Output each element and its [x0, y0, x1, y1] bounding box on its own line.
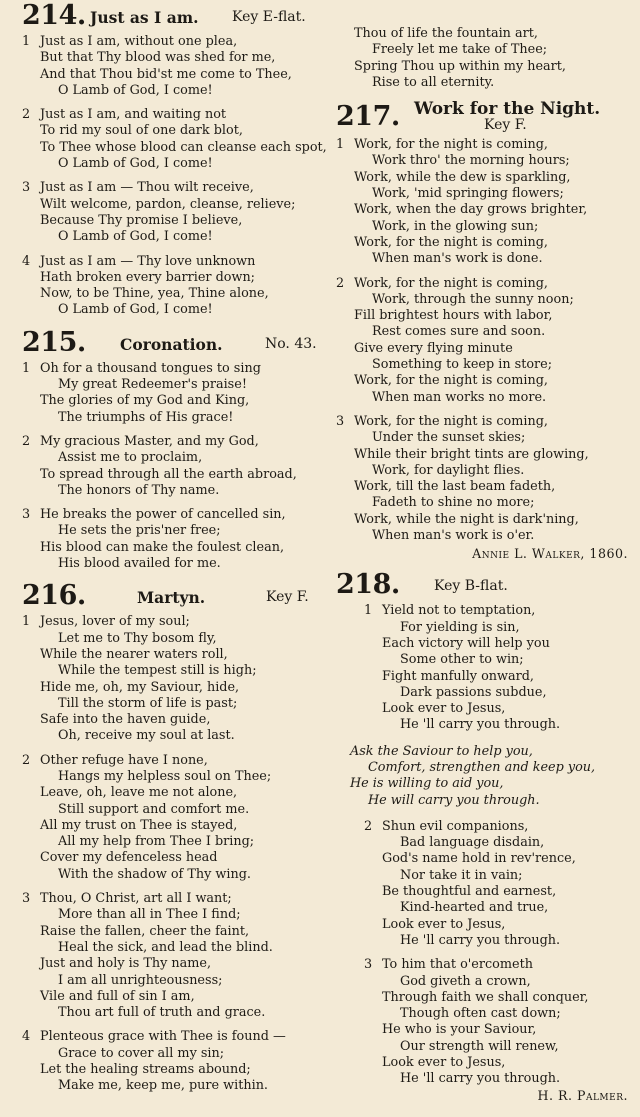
stanza: [22, 1029, 322, 1094]
hymn-header: [22, 580, 322, 614]
verse-line: O Lamb of God, I come!: [58, 82, 213, 98]
verse-line: Still support and comfort me.: [58, 801, 250, 817]
verse-line: The honors of Thy name.: [58, 482, 220, 498]
verse-line: Work, for the night is coming,: [354, 275, 548, 291]
verse-line: Just as I am, and waiting not: [40, 107, 227, 123]
chorus-line: He is willing to aid you,: [350, 776, 504, 792]
verse-line: Work, when the day grows brighter,: [354, 202, 588, 218]
verse-line: Just and holy is Thy name,: [40, 956, 212, 972]
stanza: [22, 753, 322, 883]
hymn-number: 214.: [22, 0, 86, 31]
verse-line: Though often cast down;: [400, 1006, 561, 1022]
stanza-number: 4: [22, 1029, 31, 1045]
verse-line: To Thee whose blood can cleanse each spot,: [40, 139, 327, 155]
verse-line: Jesus, lover of my soul;: [40, 614, 190, 630]
verse-line: Oh for a thousand tongues to sing: [40, 360, 261, 376]
verse-line: Other refuge have I none,: [40, 752, 208, 768]
chorus-line: Ask the Saviour to help you,: [350, 743, 533, 759]
verse-line: Work, for the night is coming,: [354, 137, 548, 153]
verse-line: Some other to win;: [400, 652, 524, 668]
verse-line: Work, till the last beam fadeth,: [354, 479, 556, 495]
verse-line: Just as I am — Thy love unknown: [40, 253, 256, 269]
verse-line: More than all in Thee I find;: [58, 907, 241, 923]
hymn-author: H. R. Palmer.: [537, 1087, 628, 1103]
verse-line: My gracious Master, and my God,: [40, 433, 259, 449]
verse-line: With the shadow of Thy wing.: [58, 866, 251, 882]
verse-line: He 'll carry you through.: [400, 717, 561, 733]
verse-line: Grace to cover all my sin;: [58, 1045, 225, 1061]
hymn-key: Key F.: [484, 117, 527, 134]
verse-line: Fadeth to shine no more;: [372, 495, 535, 511]
verse-line: Rise to all eternity.: [372, 74, 495, 90]
hymn-header: [336, 569, 628, 603]
stanza: [22, 891, 322, 1021]
verse-line: Vile and full of sin I am,: [40, 988, 195, 1004]
hymn-header: [22, 0, 322, 34]
hymn-number: 218.: [336, 569, 400, 601]
stanza: [336, 137, 628, 267]
hymn-title: Just as I am.: [90, 8, 199, 27]
hymn-title: Martyn.: [137, 588, 206, 608]
stanza-number: 3: [22, 180, 31, 196]
stanza-number: 2: [22, 433, 31, 449]
stanza: [22, 507, 322, 572]
chorus: [336, 744, 628, 809]
verse-line: The glories of my God and King,: [40, 393, 250, 409]
hymn-214: [22, 0, 327, 319]
verse-line: Spring Thou up within my heart,: [354, 58, 566, 74]
verse-line: Raise the fallen, cheer the faint,: [40, 923, 250, 939]
verse-line: Cover my defenceless head: [40, 850, 218, 866]
verse-line: I am all unrighteousness;: [58, 972, 223, 988]
hymn-215: [22, 327, 322, 573]
verse-line: Dark passions subdue,: [400, 684, 547, 700]
hymn-217: [336, 101, 628, 561]
verse-line: Work, while the night is dark'ning,: [354, 511, 579, 527]
stanza: [336, 819, 628, 949]
verse-line: Because Thy promise I believe,: [40, 212, 243, 228]
verse-line: Shun evil companions,: [382, 818, 529, 834]
verse-line: But that Thy blood was shed for me,: [40, 50, 276, 66]
verse-line: Wilt welcome, pardon, cleanse, relieve;: [40, 196, 296, 212]
verse-line: Hide me, oh, my Saviour, hide,: [40, 679, 240, 695]
verse-line: Let me to Thy bosom fly,: [58, 630, 217, 646]
verse-line: Just as I am, without one plea,: [40, 34, 238, 49]
verse-line: Something to keep in store;: [372, 357, 553, 373]
verse-line: Work, for the night is coming,: [354, 413, 548, 429]
stanza-number: 4: [22, 253, 31, 269]
verse-line: Under the sunset skies;: [372, 430, 526, 446]
hymn-header: [22, 327, 322, 361]
hymn-key: Key F.: [266, 589, 309, 606]
verse-line: Make me, keep me, pure within.: [58, 1078, 268, 1094]
verse-line: Be thoughtful and earnest,: [382, 884, 557, 900]
verse-line: While their bright tints are glowing,: [354, 446, 589, 462]
verse-line: Fight manfully onward,: [382, 668, 534, 684]
stanza: [22, 34, 322, 99]
verse-line: Work, for the night is coming,: [354, 234, 548, 250]
stanza: [336, 603, 628, 733]
stanza-number: 1: [364, 603, 373, 619]
hymn-number: 217.: [336, 101, 400, 133]
verse-line: Work, for the night is coming,: [354, 373, 548, 389]
verse-line: Plenteous grace with Thee is found —: [40, 1029, 286, 1045]
verse-line: For yielding is sin,: [400, 619, 520, 635]
verse-line: Bad language disdain,: [400, 835, 545, 851]
verse-line: Work, through the sunny noon;: [372, 291, 574, 307]
verse-line: While the nearer waters roll,: [40, 646, 228, 662]
verse-line: He sets the pris'ner free;: [58, 523, 221, 539]
stanza-number: 2: [22, 107, 31, 123]
stanza: [22, 614, 322, 744]
verse-line: When man's work is done.: [372, 251, 543, 267]
verse-line: Work, for daylight flies.: [372, 462, 525, 478]
hymn-number: 215.: [22, 326, 86, 358]
verse-line: God's name hold in rev'rence,: [382, 851, 576, 867]
left-column: [22, 0, 327, 1103]
chorus-line: He will carry you through.: [368, 792, 540, 808]
stanza: [22, 361, 322, 426]
verse-line: He breaks the power of cancelled sin,: [40, 507, 286, 523]
verse-line: Kind-hearted and true,: [400, 900, 549, 916]
hymn-title: Work for the Night.: [414, 99, 601, 120]
stanza-number: 1: [336, 137, 345, 153]
verse-line: Fill brightest hours with labor,: [354, 308, 553, 324]
stanza: [22, 434, 322, 499]
verse-line: Our strength will renew,: [400, 1038, 559, 1054]
verse-line: He 'll carry you through.: [400, 1071, 561, 1087]
hymn-author: Annie L. Walker, 1860.: [472, 546, 628, 562]
verse-line: Nor take it in vain;: [400, 867, 523, 883]
verse-line: Now, to be Thine, yea, Thine alone,: [40, 286, 269, 302]
verse-line: Hath broken every barrier down;: [40, 269, 255, 285]
verse-line: When man works no more.: [372, 389, 547, 405]
verse-line: Oh, receive my soul at last.: [58, 728, 235, 744]
verse-line: Assist me to proclaim,: [58, 450, 203, 466]
stanza-number: 2: [336, 275, 345, 291]
hymn-title: Coronation.: [120, 334, 223, 354]
stanza-number: 3: [364, 957, 373, 973]
verse-line: Work thro' the morning hours;: [372, 153, 570, 169]
verse-line: Let the healing streams abound;: [40, 1062, 251, 1078]
stanza-number: 1: [22, 34, 31, 49]
hymn-key: No. 43.: [265, 335, 317, 352]
verse-line: Work, while the dew is sparkling,: [354, 169, 571, 185]
verse-line: Work, in the glowing sun;: [372, 218, 539, 234]
verse-line: Just as I am — Thou wilt receive,: [40, 180, 254, 196]
stanza-number: 3: [22, 891, 31, 907]
hymn-216-continued: [336, 26, 628, 91]
verse-line: Freely let me take of Thee;: [372, 42, 548, 58]
stanza-number: 1: [22, 360, 31, 376]
verse-line: To spread through all the earth abroad,: [40, 466, 297, 482]
verse-line: And that Thou bid'st me come to Thee,: [40, 66, 292, 82]
verse-line: O Lamb of God, I come!: [58, 302, 213, 318]
stanza: [336, 414, 628, 544]
stanza-number: 2: [22, 752, 31, 768]
verse-line: O Lamb of God, I come!: [58, 229, 213, 245]
chorus-line: Comfort, strengthen and keep you,: [368, 759, 596, 775]
verse-line: While the tempest still is high;: [58, 663, 257, 679]
stanza: [336, 276, 628, 406]
verse-line: When man's work is o'er.: [372, 528, 535, 544]
verse-line: Yield not to temptation,: [382, 603, 536, 619]
verse-line: Thou of life the fountain art,: [354, 26, 538, 41]
hymn-number: 216.: [22, 580, 86, 612]
stanza: [22, 254, 322, 319]
verse-line: Thou art full of truth and grace.: [58, 1005, 266, 1021]
hymn-218: [336, 569, 628, 1102]
verse-line: My great Redeemer's praise!: [58, 377, 247, 393]
stanza: [22, 107, 327, 172]
verse-line: Rest comes sure and soon.: [372, 324, 546, 340]
stanza: [22, 180, 322, 245]
hymn-header: [336, 101, 628, 137]
verse-line: Work, 'mid springing flowers;: [372, 186, 564, 202]
verse-line: Heal the sick, and lead the blind.: [58, 939, 273, 955]
verse-line: All my help from Thee I bring;: [58, 834, 255, 850]
verse-line: Look ever to Jesus,: [382, 916, 506, 932]
hymn-key: Key E-flat.: [232, 9, 306, 25]
verse-line: Look ever to Jesus,: [382, 701, 506, 717]
verse-line: His blood availed for me.: [58, 556, 221, 572]
verse-line: To him that o'ercometh: [382, 957, 533, 973]
verse-line: O Lamb of God, I come!: [58, 156, 213, 172]
verse-line: Through faith we shall conquer,: [382, 989, 589, 1005]
verse-line: Thou, O Christ, art all I want;: [40, 891, 232, 907]
verse-line: Each victory will help you: [382, 635, 550, 651]
verse-line: His blood can make the foulest clean,: [40, 539, 285, 555]
stanza-number: 1: [22, 614, 31, 630]
verse-line: He who is your Saviour,: [382, 1022, 537, 1038]
stanza-number: 3: [22, 507, 31, 523]
verse-line: Look ever to Jesus,: [382, 1055, 506, 1071]
verse-line: All my trust on Thee is stayed,: [40, 817, 238, 833]
stanza-number: 2: [364, 818, 373, 834]
verse-line: God giveth a crown,: [400, 973, 531, 989]
verse-line: To rid my soul of one dark blot,: [40, 123, 243, 139]
verse-line: Give every flying minute: [354, 340, 513, 356]
hymn-216: [22, 580, 322, 1094]
stanza-number: 3: [336, 413, 345, 429]
verse-line: Safe into the haven guide,: [40, 712, 211, 728]
hymn-key: Key B-flat.: [434, 578, 508, 595]
right-column: [336, 0, 628, 1111]
verse-line: Till the storm of life is past;: [58, 695, 238, 711]
verse-line: Hangs my helpless soul on Thee;: [58, 768, 272, 784]
verse-line: The triumphs of His grace!: [58, 409, 234, 425]
verse-line: Leave, oh, leave me not alone,: [40, 785, 238, 801]
stanza: [336, 957, 628, 1087]
verse-line: He 'll carry you through.: [400, 932, 561, 948]
